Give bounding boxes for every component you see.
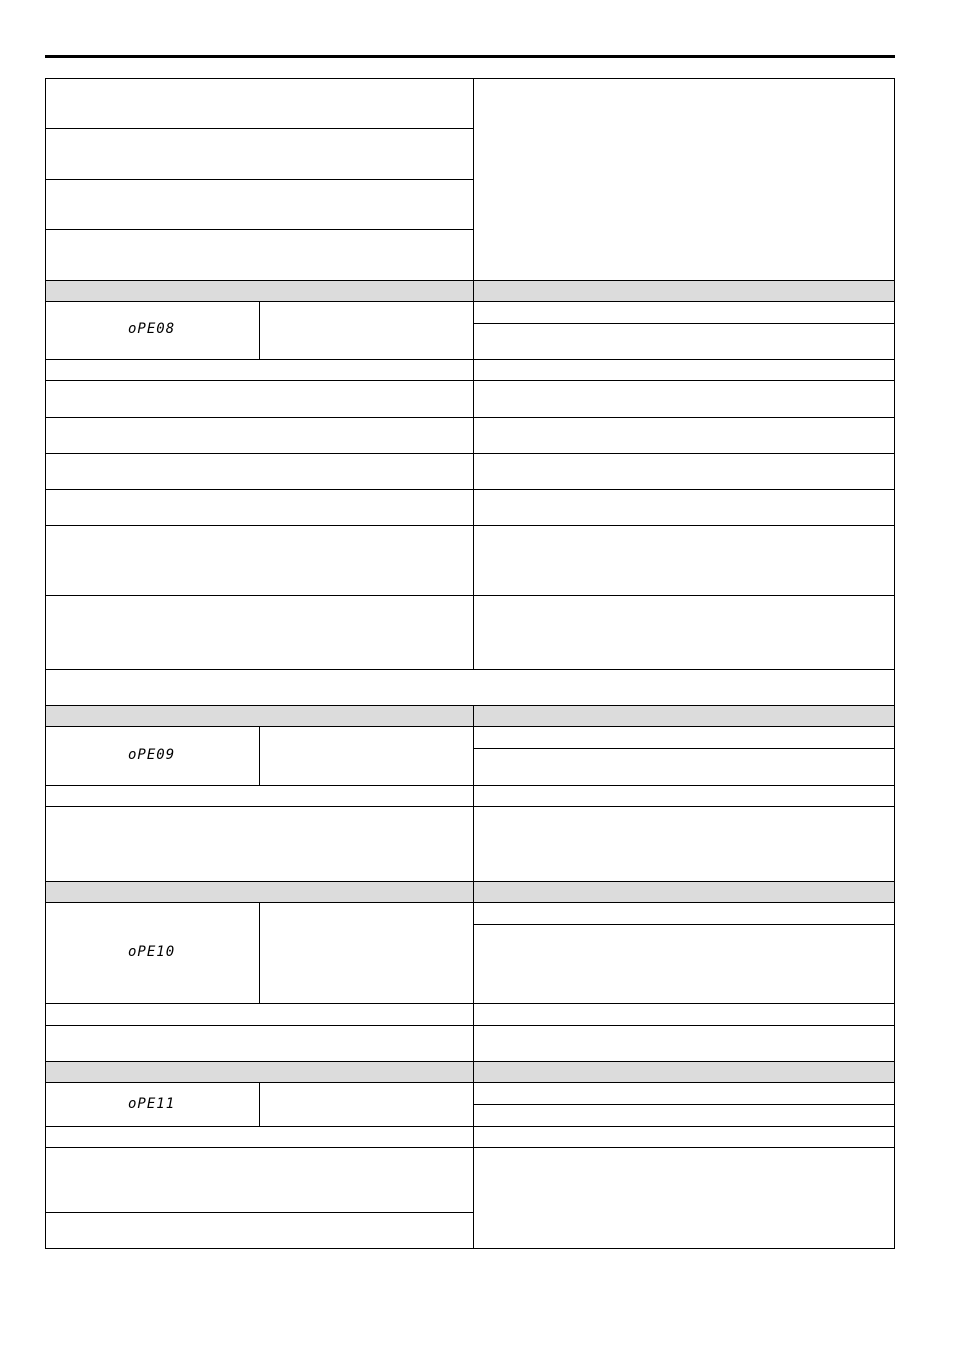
table-rule (45, 128, 473, 129)
table-rule (259, 726, 260, 785)
section-header-band (46, 882, 894, 902)
header-rule (45, 55, 895, 58)
table-rule (45, 380, 895, 381)
table-rule (473, 705, 474, 881)
fault-code-display: oPE08 (128, 321, 176, 337)
table-rule (45, 453, 895, 454)
table-rule (45, 525, 895, 526)
table-rule (45, 301, 895, 302)
section-header-band (46, 706, 894, 726)
table-rule (45, 229, 473, 230)
section-header-band (46, 281, 894, 301)
table-rule (45, 595, 895, 596)
table-rule (45, 1147, 895, 1148)
table-rule (45, 179, 473, 180)
table-rule (45, 1025, 895, 1026)
table-rule (45, 280, 895, 281)
table-rule (45, 417, 895, 418)
table-rule (259, 1082, 260, 1126)
table-rule (45, 359, 895, 360)
section-header-band (46, 1062, 894, 1082)
table-rule (45, 785, 895, 786)
table-rule (473, 1104, 895, 1105)
table-rule (45, 1061, 895, 1062)
table-rule (473, 1061, 474, 1249)
table-rule (45, 902, 895, 903)
fault-code-display: oPE09 (128, 747, 176, 763)
table-rule (45, 806, 895, 807)
table-rule (45, 726, 895, 727)
table-rule (473, 881, 474, 1061)
table-rule (259, 301, 260, 359)
fault-code-display: oPE11 (128, 1096, 176, 1112)
fault-code-display: oPE10 (128, 944, 176, 960)
table-rule (45, 669, 895, 670)
table-rule (45, 881, 895, 882)
table-rule (473, 748, 895, 749)
table-rule (45, 1212, 473, 1213)
table-rule (45, 489, 895, 490)
table-rule (473, 323, 895, 324)
table-rule (259, 902, 260, 1003)
table-rule (45, 1082, 895, 1083)
table-rule (473, 924, 895, 925)
table-rule (473, 78, 474, 281)
table-rule (45, 705, 895, 706)
table-rule (473, 280, 474, 669)
table-rule (45, 1003, 895, 1004)
table-rule (45, 1126, 895, 1127)
